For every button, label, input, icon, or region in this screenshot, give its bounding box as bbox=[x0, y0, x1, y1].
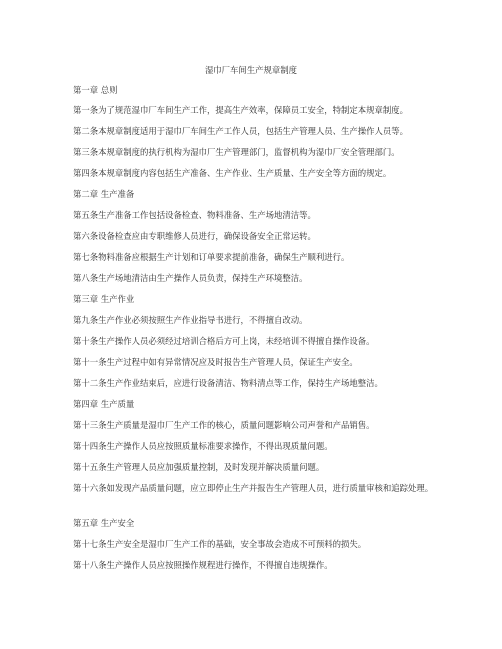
chapter-3-heading: 第三章 生产作业 bbox=[73, 294, 135, 304]
article-10: 第十条生产操作人员必须经过培训合格后方可上岗，未经培训不得擅自操作设备。 bbox=[73, 336, 375, 346]
chapter-2-heading: 第二章 生产准备 bbox=[73, 189, 135, 199]
article-15: 第十五条生产管理人员应加强质量控制，及时发现并解决质量问题。 bbox=[73, 462, 325, 472]
article-9: 第九条生产作业必须按照生产作业指导书进行，不得擅自改动。 bbox=[73, 315, 308, 325]
article-3: 第三条本规章制度的执行机构为湿巾厂生产管理部门，监督机构为湿巾厂安全管理部门。 bbox=[73, 147, 400, 157]
chapter-4-heading: 第四章 生产质量 bbox=[73, 399, 135, 409]
chapter-1-heading: 第一章 总则 bbox=[73, 85, 118, 95]
article-8: 第八条生产场地清洁由生产操作人员负责，保持生产环境整洁。 bbox=[73, 273, 308, 283]
article-5: 第五条生产准备工作包括设备检查、物料准备、生产场地清洁等。 bbox=[73, 210, 316, 220]
document-title: 湿巾厂车间生产规章制度 bbox=[204, 65, 298, 75]
article-14: 第十四条生产操作人员应按照质量标准要求操作，不得出现质量问题。 bbox=[73, 441, 333, 451]
article-17: 第十七条生产安全是湿巾厂生产工作的基础，安全事故会造成不可预料的损失。 bbox=[73, 539, 367, 549]
article-12: 第十二条生产作业结束后，应进行设备清洁、物料清点等工作，保持生产场地整洁。 bbox=[73, 378, 383, 388]
article-6: 第六条设备检查应由专职维修人员进行，确保设备安全正常运转。 bbox=[73, 231, 316, 241]
article-7: 第七条物料准备应根据生产计划和订单要求提前准备，确保生产顺利进行。 bbox=[73, 252, 350, 262]
chapter-5-heading: 第五章 生产安全 bbox=[73, 518, 135, 528]
article-1: 第一条为了规范湿巾厂车间生产工作，提高生产效率，保障员工安全，特制定本规章制度。 bbox=[73, 105, 408, 115]
article-16: 第十六条如发现产品质量问题，应立即停止生产并报告生产管理人员，进行质量审核和追踪处理。 bbox=[73, 483, 434, 493]
article-11: 第十一条生产过程中如有异常情况应及时报告生产管理人员，保证生产安全。 bbox=[73, 357, 358, 367]
article-18: 第十八条生产操作人员应按照操作规程进行操作，不得擅自违规操作。 bbox=[73, 560, 333, 570]
article-2: 第二条本规章制度适用于湿巾厂车间生产工作人员，包括生产管理人员、生产操作人员等。 bbox=[73, 126, 408, 136]
article-13: 第十三条生产质量是湿巾厂生产工作的核心，质量问题影响公司声誉和产品销售。 bbox=[73, 420, 375, 430]
article-4: 第四条本规章制度内容包括生产准备、生产作业、生产质量、生产安全等方面的规定。 bbox=[73, 168, 392, 178]
